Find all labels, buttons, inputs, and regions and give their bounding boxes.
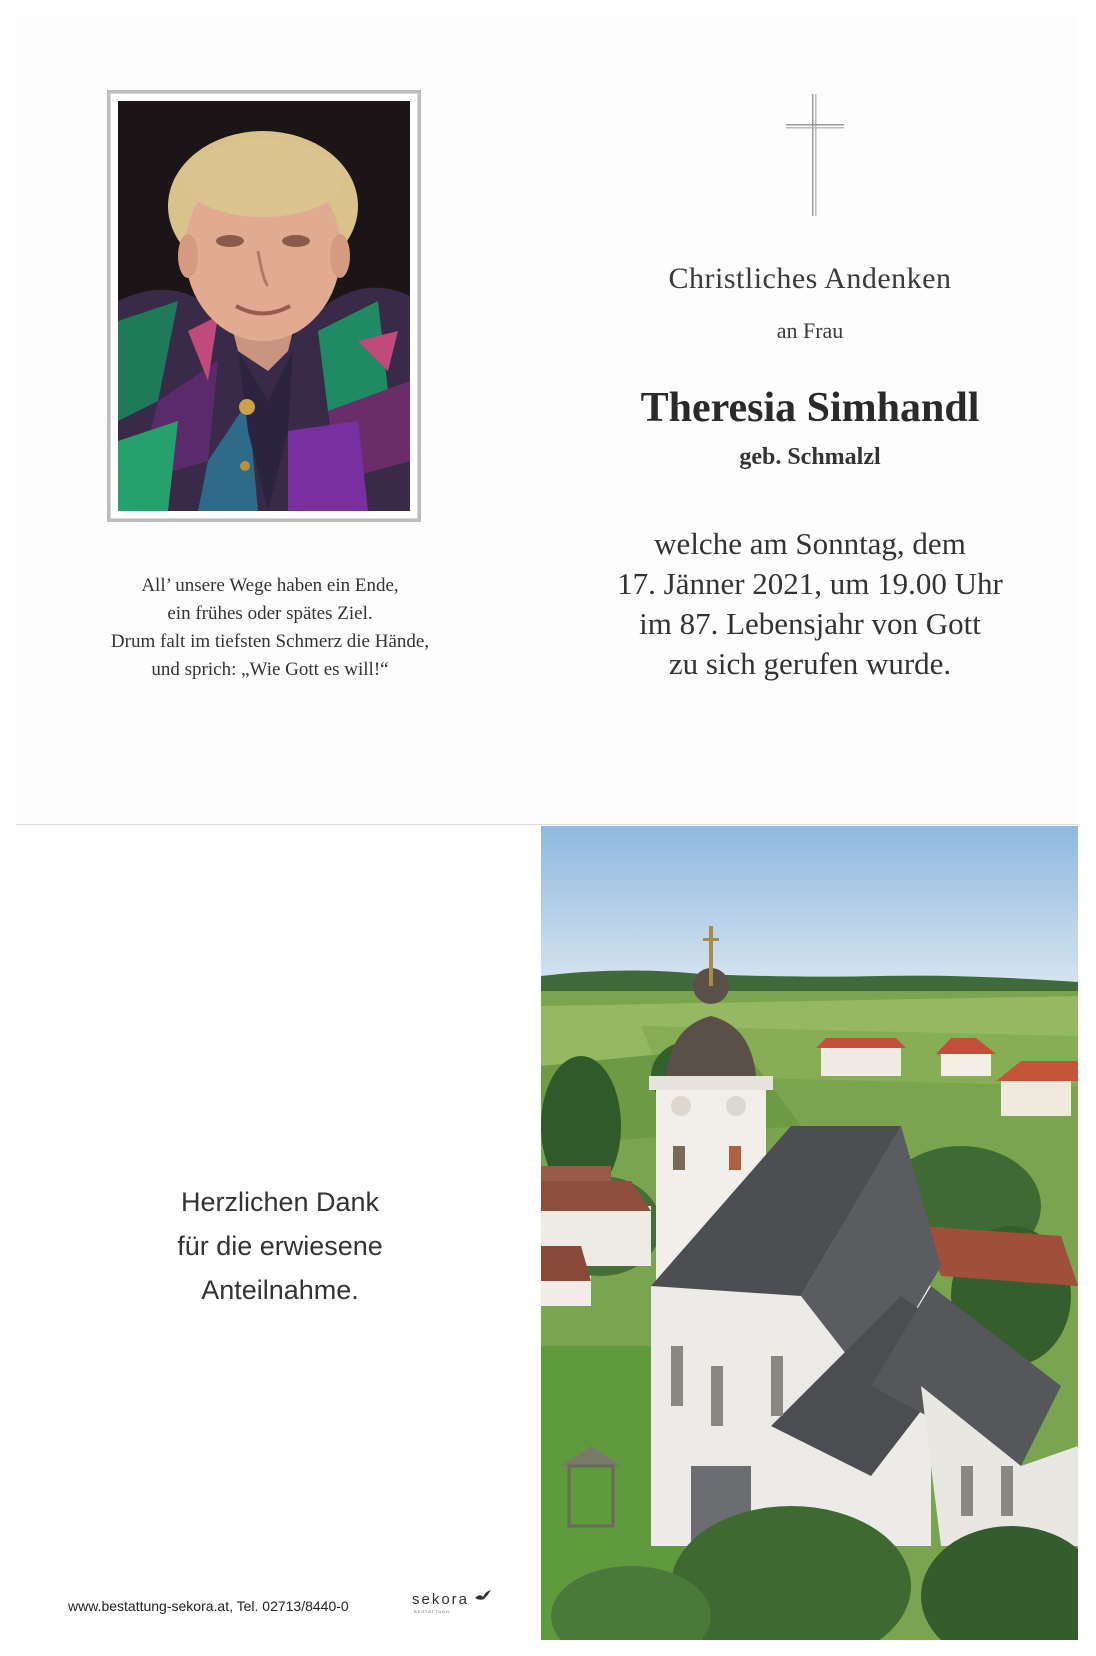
deceased-name: Theresia Simhandl [640,385,980,431]
poem-line: Drum falt im tiefsten Schmerz die Hände, [110,631,430,652]
church-photo [541,826,1078,1640]
cross-icon [780,90,850,220]
death-notice-line: 17. Jänner 2021, um 19.00 Uhr [617,566,1003,601]
death-notice-line: welche am Sonntag, dem [654,526,966,561]
footer-contact: www.bestattung-sekora.at, Tel. 02713/8440-0 [68,1598,349,1614]
sekora-logo [412,1591,492,1619]
logo-subtext: BESTATTUNG [414,1609,451,1614]
poem [60,572,480,684]
bird-icon [474,1589,492,1603]
death-notice-line: im 87. Lebensjahr von Gott [639,606,981,641]
salutation: an Frau [776,318,844,343]
death-notice [560,524,1060,684]
thanks-line: Anteilnahme. [201,1275,359,1305]
death-notice-line: zu sich gerufen wurde. [668,646,952,681]
portrait-photo [118,101,410,511]
poem-line: und sprich: „Wie Gott es will!“ [151,659,389,680]
thanks-message [100,1180,460,1312]
poem-line: All’ unsere Wege haben ein Ende, [141,575,399,596]
thanks-line: Herzlichen Dank [180,1187,380,1217]
logo-text: sekora [412,1591,470,1608]
portrait-frame [107,90,421,522]
thanks-line: für die erwiesene [177,1231,383,1261]
card-heading: Christliches Andenken [668,262,952,295]
birth-name: geb. Schmalzl [739,444,881,470]
poem-line: ein frühes oder spätes Ziel. [167,603,373,624]
